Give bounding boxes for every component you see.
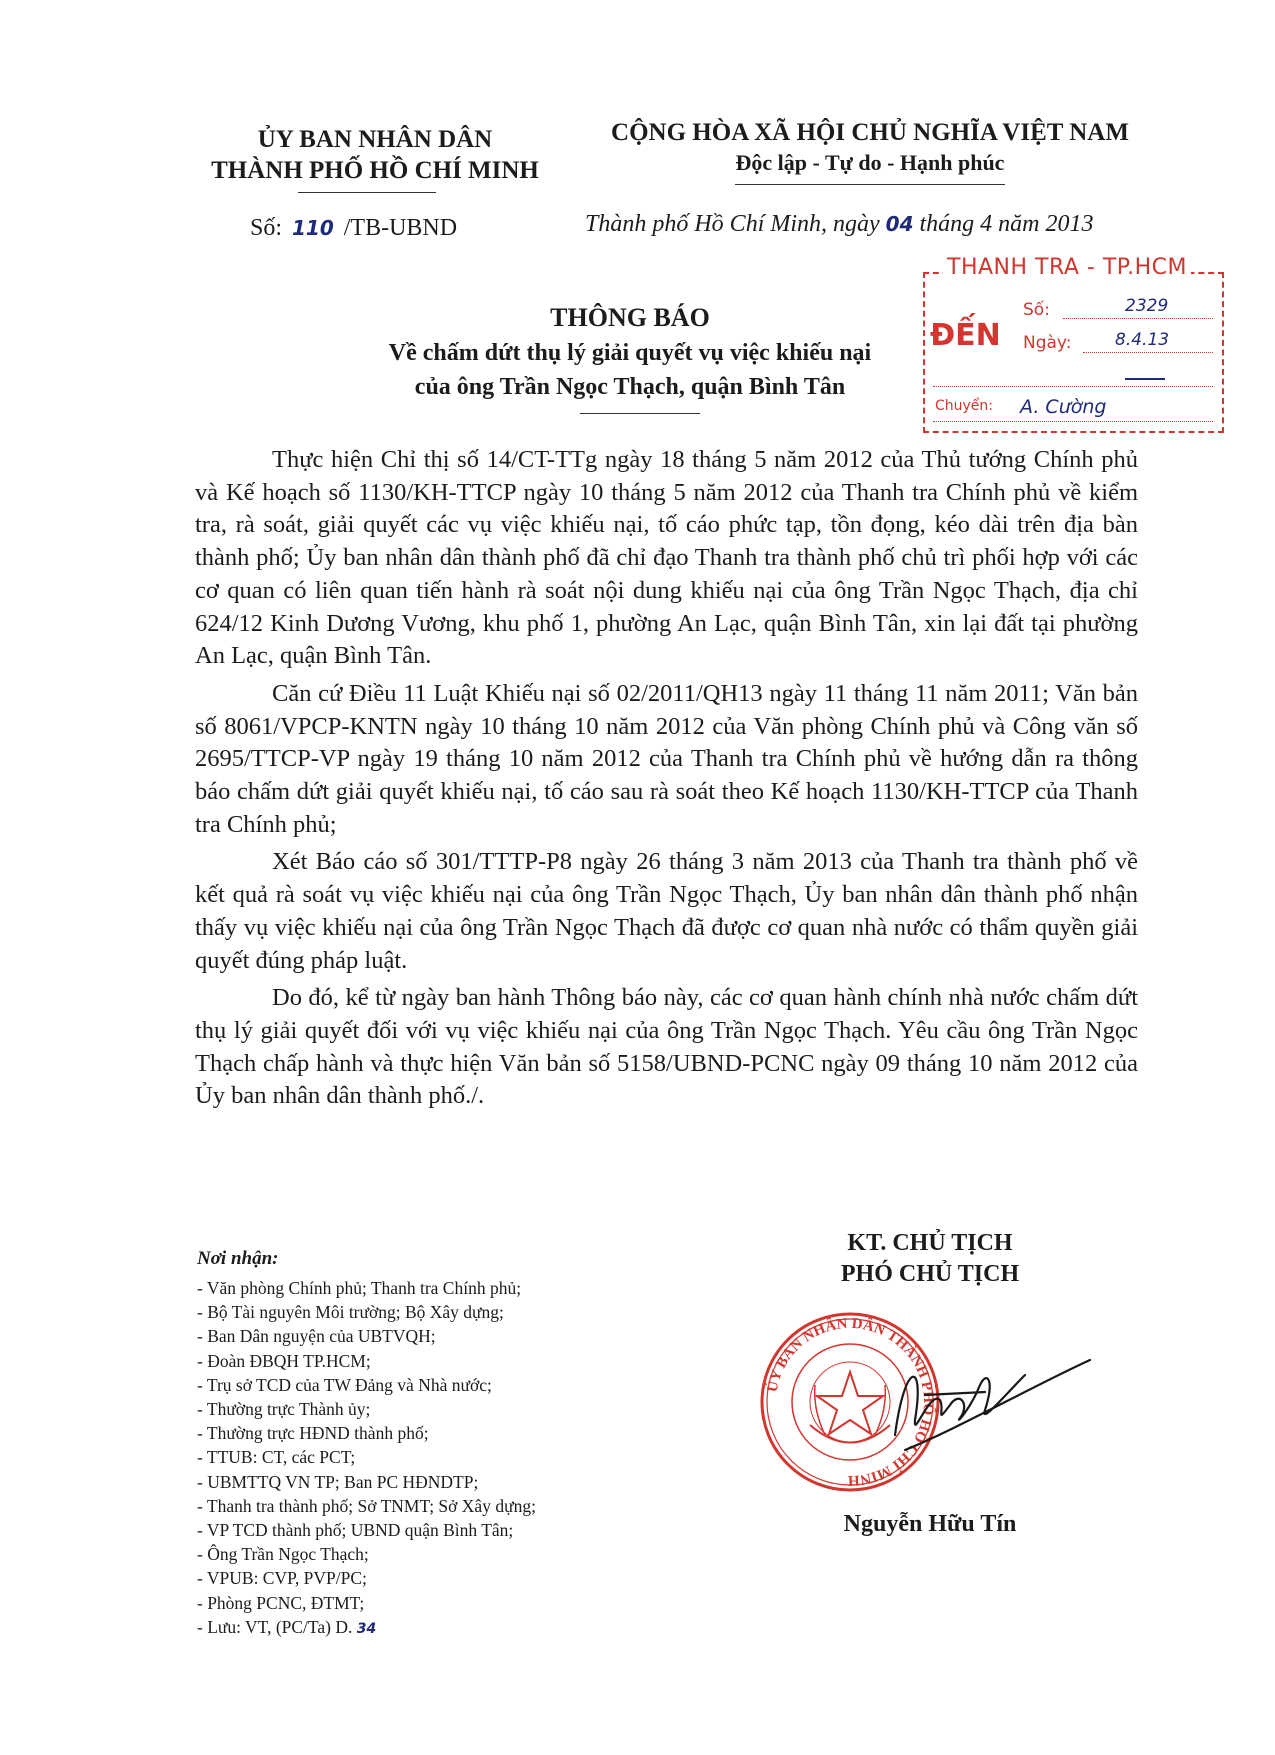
recipient-item: - Phòng PCNC, ĐTMT;	[197, 1592, 365, 1613]
nation-line-1: CỘNG HÒA XÃ HỘI CHỦ NGHĨA VIỆT NAM	[611, 119, 1129, 146]
signatory-title-1: KT. CHỦ TỊCH	[847, 1230, 1013, 1256]
signatory-title-2: PHÓ CHỦ TỊCH	[840, 1261, 1020, 1287]
paragraph-1: Thực hiện Chỉ thị số 14/CT-TTg ngày 18 tháng 5 năm 2012 của Thủ tướng Chính phủ và Kế hoạch số 1130/KH-TTCP ngày 10 tháng 5 năm 2012 của Thanh tra Chính phủ về kiểm tra, rà soát, giải quyết các vụ việc khiếu nại, tố cáo phức tạp, tồn đọng, kéo dài trên địa bàn thành phố; Ủy ban nhân dân thành phố đã chỉ đạo Thanh tra thành phố chủ trì phối hợp với các cơ quan có liên quan tiến hành rà soát nội dung khiếu nại của ông Trần Ngọc Thạch, địa chỉ 624/12 Kinh Dương Vương, khu phố 1, phường An Lạc, quận Bình Tân, xin lại đất tại phường An Lạc, quận Bình Tân.	[195, 446, 1138, 670]
paragraph-2: Căn cứ Điều 11 Luật Khiếu nại số 02/2011/QH13 ngày 11 tháng 11 năm 2011; Văn bản số 8061/VPCP-KNTN ngày 10 tháng 10 năm 2012 của Văn phòng Chính phủ và Công văn số 2695/TTCP-VP ngày 19 tháng 10 năm 2012 của Thanh tra Chính phủ về hướng dẫn ra thông báo chấm dứt giải quyết khiếu nại, tố cáo sau rà soát theo Kế hoạch 1130/KH-TTCP của Thanh tra Chính phủ;	[195, 679, 1138, 838]
issue-date	[585, 211, 1094, 238]
recipient-item: - VP TCD thành phố; UBND quận Bình Tân;	[197, 1520, 514, 1541]
date-day-handwritten: 04	[885, 212, 914, 236]
recipient-item: - Trụ sở TCD của TW Đảng và Nhà nước;	[197, 1374, 492, 1395]
recipient-item: - UBMTTQ VN TP; Ban PC HĐNDTP;	[197, 1471, 479, 1492]
recipient-item: - Văn phòng Chính phủ; Thanh tra Chính phủ;	[197, 1278, 522, 1298]
paragraph-3: Xét Báo cáo số 301/TTTP-P8 ngày 26 tháng 3 năm 2013 của Thanh tra thành phố về kết quả rà soát vụ việc khiếu nại của ông Trần Ngọc Thạch, Ủy ban nhân dân thành phố nhận thấy vụ việc khiếu nại của ông Trần Ngọc Thạch đã được cơ quan nhà nước có thẩm quyền giải quyết đúng pháp luật.	[195, 848, 1138, 974]
signatory-title	[780, 1228, 1080, 1290]
title-subject-line-1: Về chấm dứt thụ lý giải quyết vụ việc khiếu nại	[388, 340, 872, 366]
title-main: THÔNG BÁO	[550, 303, 710, 332]
recipient-item: - Thường trực HĐND thành phố;	[197, 1423, 429, 1444]
notice-body	[195, 444, 1138, 1118]
recipient-item: - TTUB: CT, các PCT;	[197, 1447, 356, 1468]
seal-text: ỦY BAN NHÂN DÂN THÀNH PHỐ HỒ CHÍ MINH	[764, 1315, 937, 1489]
recipient-archive-text: - Lưu: VT, (PC/Ta) D.	[197, 1616, 353, 1637]
notice-title	[180, 300, 1080, 404]
issuing-authority	[180, 124, 570, 186]
recipient-item: - Ban Dân nguyện của UBTVQH;	[197, 1326, 436, 1347]
official-seal	[762, 1314, 938, 1490]
recipients-heading: Nơi nhận:	[197, 1248, 279, 1269]
date-part-1: Thành phố Hồ Chí Minh, ngày	[585, 211, 880, 237]
document-number	[250, 215, 457, 242]
doc-number-suffix: /TB-UBND	[343, 215, 458, 241]
recipient-item	[197, 1615, 536, 1641]
stamp-pen-mark	[1125, 378, 1165, 380]
stamp-ngay-dots	[1083, 352, 1213, 353]
date-part-2: tháng 4 năm 2013	[919, 211, 1094, 237]
doc-number-prefix: Số:	[250, 215, 283, 241]
stamp-so-dots	[1063, 318, 1213, 319]
header-left-divider	[298, 192, 436, 193]
stamp-chuyen-label: Chuyển:	[935, 398, 994, 414]
stamp-chuyen-value: A. Cường	[1020, 396, 1107, 418]
recipient-item: - Bộ Tài nguyên Môi trường; Bộ Xây dựng;	[197, 1302, 504, 1323]
stamp-ngay-label: Ngày:	[1023, 333, 1072, 353]
org-line-1: ỦY BAN NHÂN DÂN	[257, 126, 493, 153]
stamp-ngay-value: 8.4.13	[1115, 330, 1170, 350]
recipient-item: - VPUB: CVP, PVP/PC;	[197, 1568, 367, 1589]
signatory-name: Nguyễn Hữu Tín	[843, 1511, 1017, 1537]
title-divider	[580, 413, 700, 414]
header-right-divider	[735, 184, 1005, 185]
title-subject-line-2: của ông Trần Ngọc Thạch, quận Bình Tân	[414, 374, 846, 400]
archive-count-handwritten: 34	[356, 1620, 377, 1637]
official-seal-and-signature	[755, 1300, 1100, 1510]
paragraph-4: Do đó, kể từ ngày ban hành Thông báo này, các cơ quan hành chính nhà nước chấm dứt thụ lý giải quyết đối với vụ việc khiếu nại của ông Trần Ngọc Thạch. Yêu cầu ông Trần Ngọc Thạch chấp hành và thực hiện Văn bản số 5158/UBND-PCNC ngày 09 tháng 10 năm 2012 của Ủy ban nhân dân thành phố./.	[195, 984, 1138, 1110]
org-line-2: THÀNH PHỐ HỒ CHÍ MINH	[211, 157, 539, 184]
stamp-den: ĐẾN	[930, 318, 1001, 353]
recipient-item: - Thường trực Thành ủy;	[197, 1399, 371, 1420]
national-motto	[580, 117, 1160, 178]
stamp-agency: THANH TRA - TP.HCM	[943, 255, 1191, 280]
stamp-bottom-dots	[933, 421, 1213, 422]
recipient-item: - Thanh tra thành phố; Sở TNMT; Sở Xây dựng;	[197, 1495, 536, 1516]
doc-number-handwritten: 110	[292, 216, 334, 240]
recipient-item: - Ông Trần Ngọc Thạch;	[197, 1544, 369, 1565]
stamp-so-label: Số:	[1023, 300, 1050, 320]
recipients-list	[197, 1276, 536, 1641]
stamp-so-value: 2329	[1125, 296, 1169, 316]
recipient-item: - Đoàn ĐBQH TP.HCM;	[197, 1350, 371, 1371]
nation-line-2: Độc lập - Tự do - Hạnh phúc	[735, 150, 1005, 175]
